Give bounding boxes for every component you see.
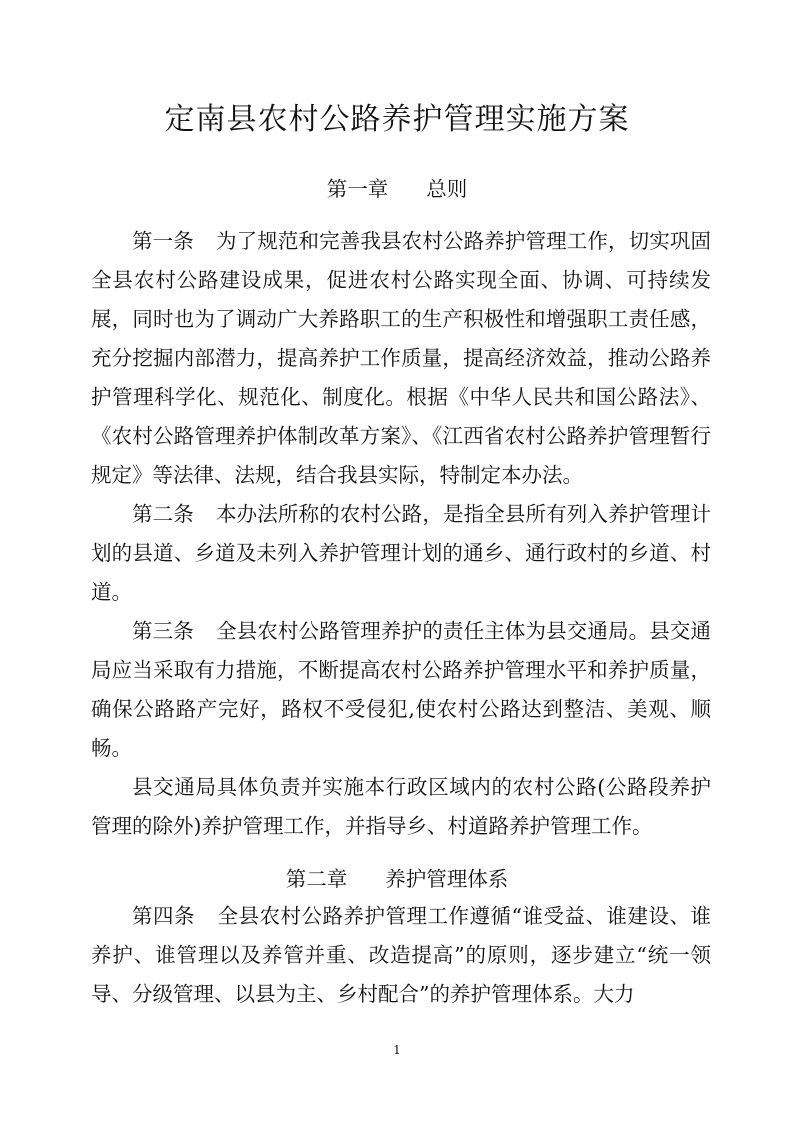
chapter-1-body xyxy=(91,222,711,846)
article-text: 全县农村公路管理养护的责任主体为县交通局。县交通局应当采取有力措施，不断提高农村公路养护管理水平和养护质量，确保公路路产完好，路权不受侵犯,使农村公路达到整洁、美观、顺畅。 xyxy=(91,619,712,760)
document-title: 定南县农村公路养护管理实施方案 xyxy=(164,102,630,137)
article-3-paragraph-2: 县交通局具体负责并实施本行政区域内的农村公路(公路段养护管理的除外)养护管理工作，并指导乡、村道路养护管理工作。 xyxy=(91,775,711,838)
chapter-heading-1 xyxy=(0,174,794,204)
chapter-number: 第一章 xyxy=(326,177,389,201)
article-1 xyxy=(91,222,711,495)
chapter-2-body xyxy=(91,897,711,1014)
article-text: 为了规范和完善我县农村公路养护管理工作，切实巩固全县农村公路建设成果，促进农村公路实现全面、协调、可持续发展，同时也为了调动广大养路职工的生产积极性和增强职工责任感，充分挖掘内部潜力，提高养护工作质量，提高经济效益，推动公路养护管理科学化、规范化、制度化。根据《中华人民共和国公路法》、《农村公路管理养护体制改革方案》、《江西省农村公路养护管理暂行规定》等法律、法规，结合我县实际，特制定本办法。 xyxy=(91,229,712,487)
article-2 xyxy=(91,495,711,612)
article-label: 第四条 xyxy=(132,904,196,928)
article-label: 第二条 xyxy=(132,502,194,526)
article-text: 本办法所称的农村公路，是指全县所有列入养护管理计划的县道、乡道及未列入养护管理计划的通乡、通行政村的乡道、村道。 xyxy=(91,502,712,604)
chapter-name: 养护管理体系 xyxy=(385,867,509,891)
article-label: 第三条 xyxy=(132,619,194,643)
chapter-name: 总则 xyxy=(426,177,468,201)
chapter-number: 第二章 xyxy=(285,867,348,891)
article-text: 全县农村公路养护管理工作遵循“谁受益、谁建设、谁养护、谁管理以及养管并重、改造提高”的原则，逐步建立“统一领导、分级管理、以县为主、乡村配合”的养护管理体系。大力 xyxy=(91,904,712,1006)
article-3 xyxy=(91,612,711,768)
page-number: 1 xyxy=(393,1043,401,1057)
chapter-heading-2 xyxy=(0,864,794,894)
article-label: 第一条 xyxy=(132,229,194,253)
article-4 xyxy=(91,897,711,1014)
